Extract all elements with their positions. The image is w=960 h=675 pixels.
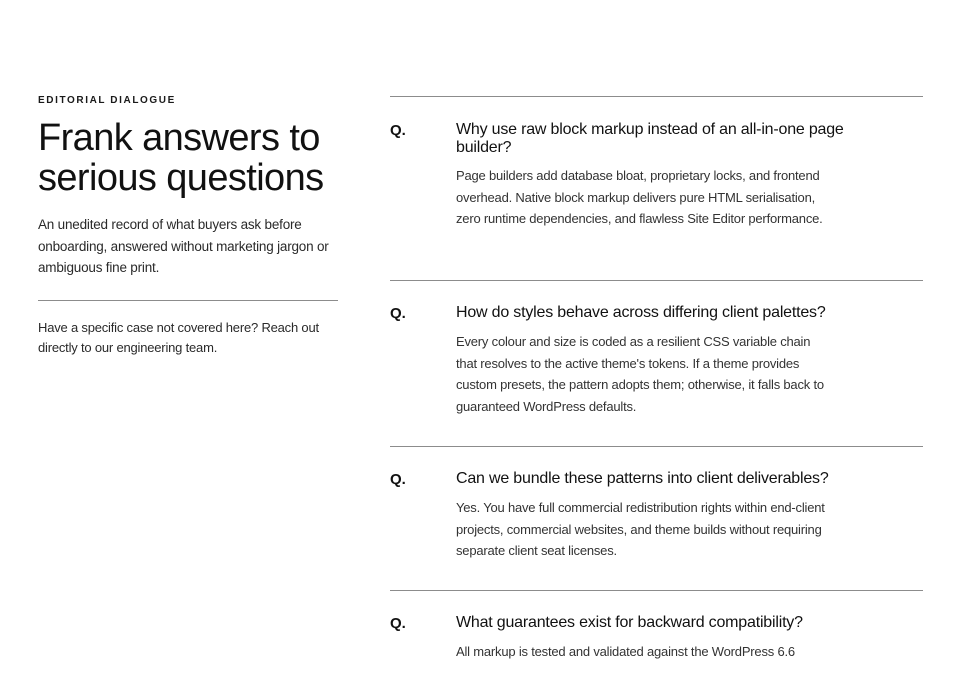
question-marker: Q.	[390, 471, 406, 488]
faq-answer: Yes. You have full commercial redistribution rights within end-client projects, commercial websites, and theme builds without requiring separate client seat licenses.	[456, 500, 825, 558]
faq-answer: All markup is tested and validated against the WordPress 6.6	[456, 644, 795, 659]
intro-description: An unedited record of what buyers ask before onboarding, answered without marketing jargon or ambiguous fine print.	[38, 217, 329, 275]
intro-divider	[38, 300, 338, 301]
faq-answer: Page builders add database bloat, proprietary locks, and frontend overhead. Native block markup delivers pure HTML serialisation, zero runtime dependencies, and flawless Site Editor performance.	[456, 168, 823, 226]
question-marker: Q.	[390, 615, 406, 632]
faq-question: What guarantees exist for backward compatibility?	[456, 614, 803, 631]
faq-item	[390, 96, 923, 280]
question-marker: Q.	[390, 305, 406, 322]
faq-answer: Every colour and size is coded as a resilient CSS variable chain that resolves to the active theme's tokens. If a theme provides custom presets, the pattern adopts them; otherwise, it falls back to guaranteed WordPress defaults.	[456, 334, 824, 414]
faq-item	[390, 280, 923, 446]
eyebrow-label: EDITORIAL DIALOGUE	[38, 95, 176, 106]
faq-item	[390, 446, 923, 590]
intro-column	[38, 95, 338, 358]
faq-question: Can we bundle these patterns into client deliverables?	[456, 470, 829, 487]
faq-item	[390, 590, 923, 675]
faq-question: How do styles behave across differing client palettes?	[456, 304, 826, 321]
faq-list	[390, 96, 923, 675]
question-marker: Q.	[390, 122, 406, 139]
faq-question: Why use raw block markup instead of an all-in-one page builder?	[456, 121, 844, 156]
contact-note: Have a specific case not covered here? Reach out directly to our engineering team.	[38, 319, 319, 355]
page-title: Frank answers to serious questions	[38, 117, 324, 199]
